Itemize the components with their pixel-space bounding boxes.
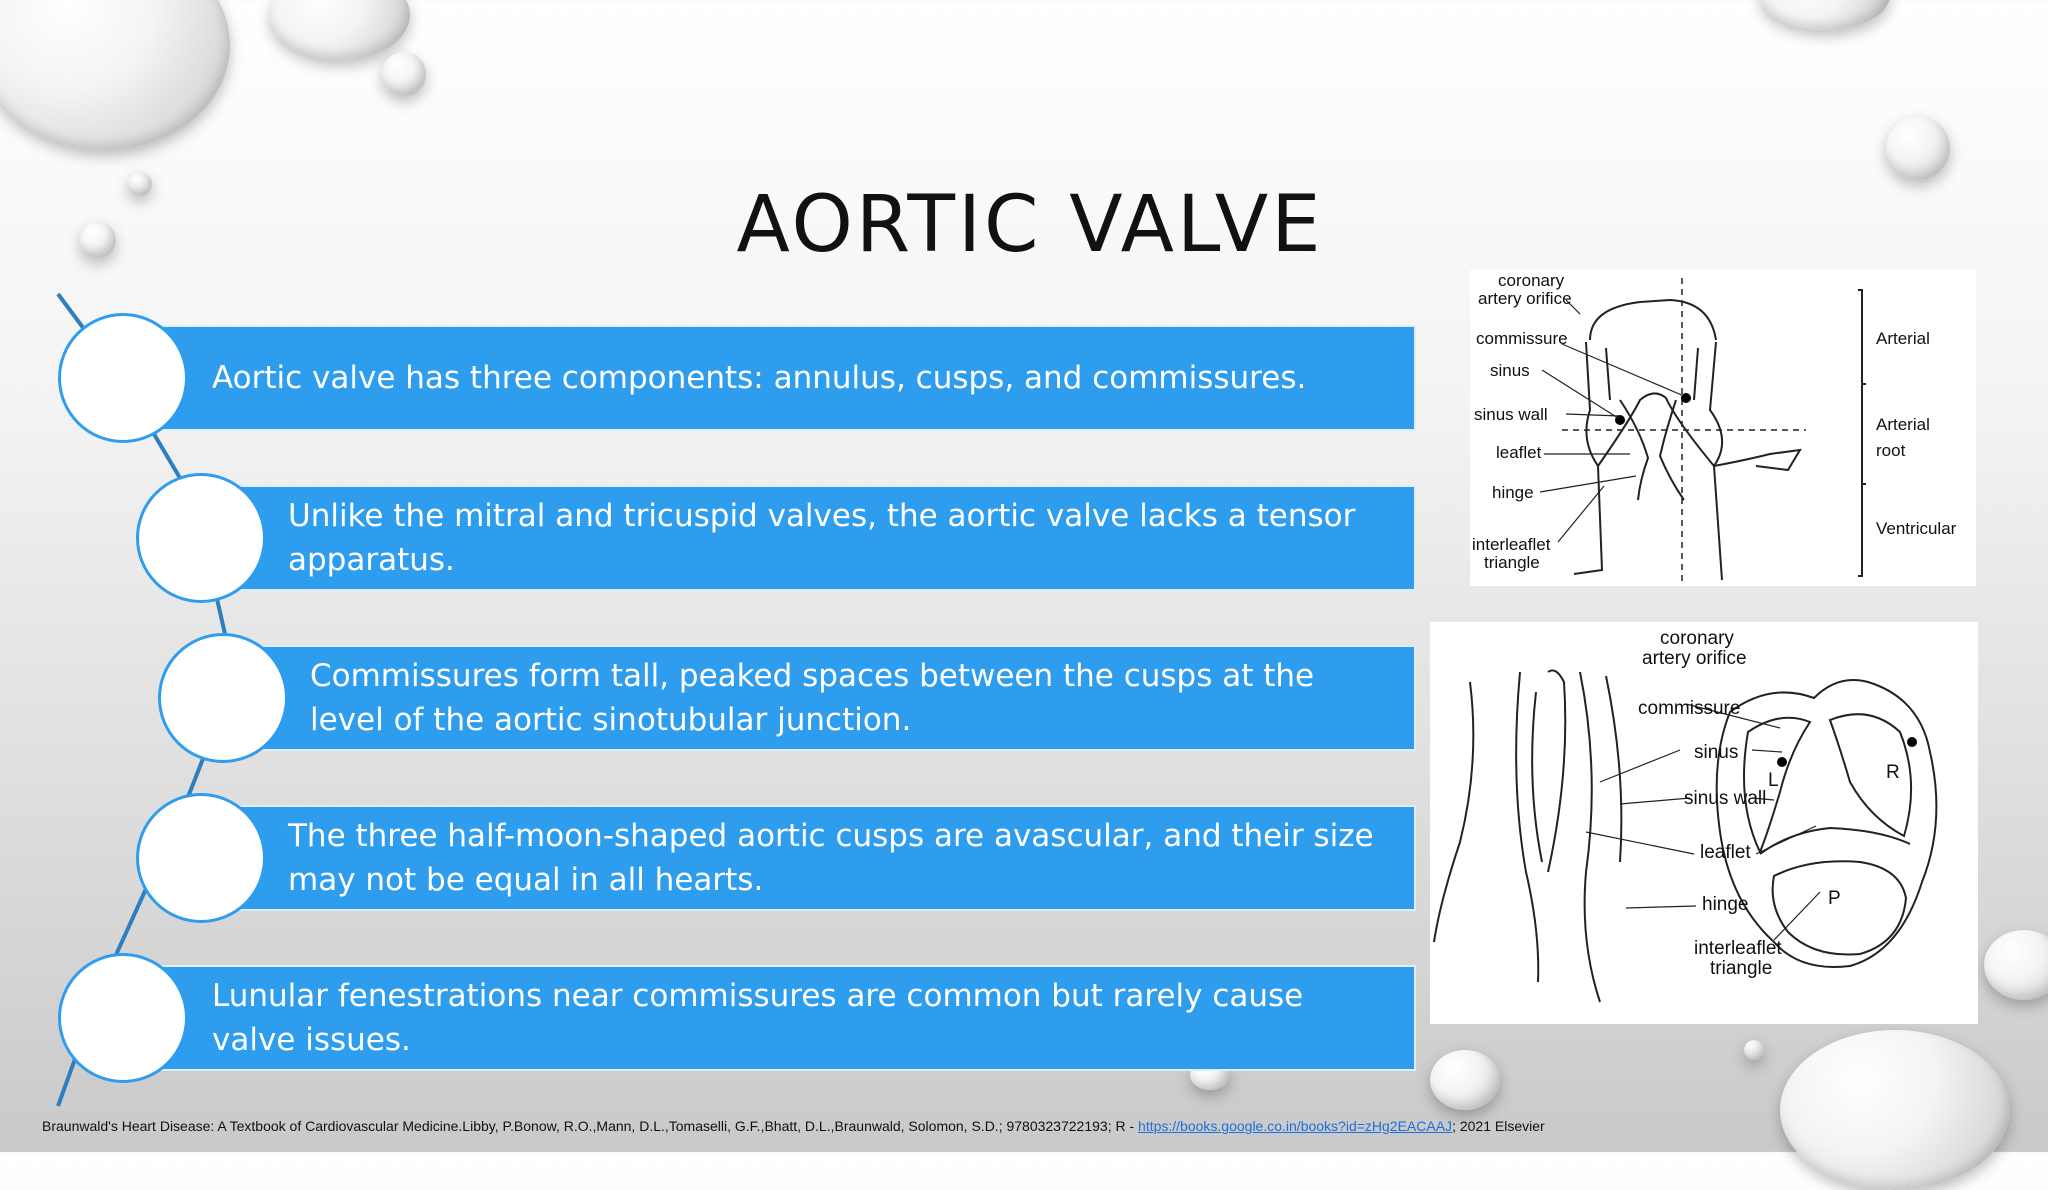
timeline-node [136,793,266,923]
list-item-text: The three half-moon-shaped aortic cusps are avascular, and their size may not be equal in all hearts. [288,818,1374,898]
label-interleaflet: interleaflet [1694,938,1782,959]
label-triangle: triangle [1484,553,1540,572]
list-item [150,965,1416,1071]
label-hinge: hinge [1702,894,1749,915]
label-sinus-wall: sinus wall [1684,788,1767,809]
label-artery-orifice: artery orifice [1478,289,1572,308]
label-leaflet: leaflet [1700,842,1751,863]
list-item-text: Unlike the mitral and tricuspid valves, the aortic valve lacks a tensor apparatus. [288,498,1356,578]
citation-footer [42,1118,2002,1134]
citation-text: Braunwald's Heart Disease: A Textbook of Cardiovascular Medicine.Libby, P.Bonow, R.O.,Mann, D.L.,Tomaselli, G.F.,Bhatt, D.L.,Braunwald, Solomon, S.D.; 9780323722193; R - [42,1118,1139,1134]
label-sinus: sinus [1694,742,1739,763]
timeline-node [58,313,188,443]
list-item [250,645,1416,751]
label-triangle: triangle [1710,958,1773,979]
label-commissure: commissure [1476,329,1568,348]
citation-suffix: ; 2021 Elsevier [1452,1118,1545,1134]
cusp-label-posterior: P [1828,888,1841,909]
label-commissure: commissure [1638,698,1741,719]
label-sinus-wall: sinus wall [1474,405,1548,424]
label-arterial: Arterial [1876,329,1930,348]
label-arterial-root-2: root [1876,441,1906,460]
list-item [150,325,1416,431]
list-item-text: Lunular fenestrations near commissures are common but rarely cause valve issues. [212,978,1304,1058]
label-sinus: sinus [1490,361,1530,380]
label-artery-orifice: artery orifice [1642,648,1747,669]
label-ventricular: Ventricular [1876,519,1957,538]
timeline-node [58,953,188,1083]
list-item [228,805,1416,911]
timeline-node [136,473,266,603]
cusp-label-left: L [1768,770,1779,791]
label-interleaflet: interleaflet [1472,535,1551,554]
citation-link[interactable]: https://books.google.co.in/books?id=zHg2EACAAJ [1138,1118,1453,1134]
aortic-root-diagram [1470,270,1976,586]
cusp-label-right: R [1886,762,1900,783]
label-coronary: coronary [1498,271,1565,290]
label-arterial-root-1: Arterial [1876,415,1930,434]
timeline-node [158,633,288,763]
slide-title: AORTIC VALVE [736,180,1324,270]
label-leaflet: leaflet [1496,443,1542,462]
label-hinge: hinge [1492,483,1534,502]
list-item-text: Aortic valve has three components: annulus, cusps, and commissures. [212,360,1307,396]
aortic-valve-crosssection-diagram [1430,622,1978,1024]
list-item [228,485,1416,591]
list-item-text: Commissures form tall, peaked spaces between the cusps at the level of the aortic sinotubular junction. [310,658,1315,738]
label-coronary: coronary [1660,628,1734,649]
